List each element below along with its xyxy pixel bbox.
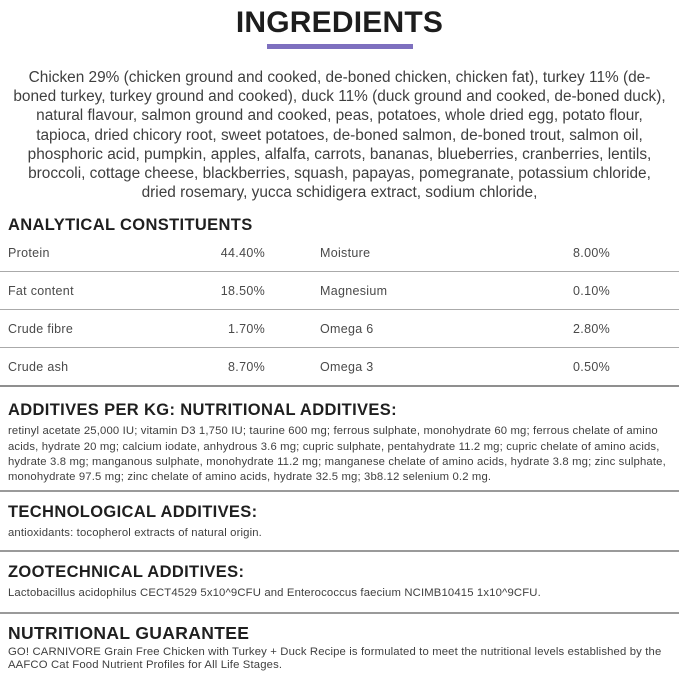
analytical-constituents-heading: ANALYTICAL CONSTITUENTS (8, 216, 253, 235)
table-row (0, 272, 679, 310)
title-accent-bar (267, 44, 413, 49)
section-divider (0, 490, 679, 492)
analytical-constituents-table (0, 234, 679, 387)
ingredients-paragraph: Chicken 29% (chicken ground and cooked, de-boned chicken, chicken fat), turkey 11% (de-boned turkey, turkey ground and cooked), duck 11% (duck ground and cooked, de-boned duck), natural flavour, salmon ground and cooked, peas, potatoes, whole dried egg, potato flour, tapioca, dried chicory root, sweet potatoes, de-boned salmon, de-boned trout, salmon oil, phosphoric acid, pumpkin, apples, alfalfa, carrots, bananas, blueberries, cranberries, lentils, broccoli, cottage cheese, blackberries, squash, papayas, pomegranate, potassium chloride, dried rosemary, yucca schidigera extract, sodium chloride, (13, 69, 666, 202)
table-cell-pair (320, 284, 610, 298)
constituent-label: Omega 3 (320, 359, 374, 374)
zootechnical-additives-body: Lactobacillus acidophilus CECT4529 5x10^9CFU and Enterococcus faecium NCIMB10415 1x10^9CFU. (8, 587, 541, 600)
constituent-label: Fat content (8, 283, 74, 298)
constituent-value: 8.00% (573, 245, 610, 260)
zootechnical-additives-heading: ZOOTECHNICAL ADDITIVES: (8, 563, 245, 582)
section-divider (0, 550, 679, 552)
nutritional-guarantee-heading: NUTRITIONAL GUARANTEE (8, 622, 250, 643)
table-cell-pair (8, 284, 265, 298)
constituent-value: 0.50% (573, 359, 610, 374)
table-row (0, 348, 679, 387)
technological-additives-body: antioxidants: tocopherol extracts of natural origin. (8, 527, 262, 540)
constituent-value: 18.50% (220, 283, 265, 298)
constituent-value: 1.70% (228, 321, 265, 336)
constituent-label: Crude fibre (8, 321, 74, 336)
constituent-label: Protein (8, 245, 50, 260)
nutritional-additives-heading: ADDITIVES PER KG: NUTRITIONAL ADDITIVES: (8, 401, 397, 420)
nutritional-additives-body: retinyl acetate 25,000 IU; vitamin D3 1,750 IU; taurine 600 mg; ferrous sulphate, monohydrate 60 mg; ferrous chelate of amino acids, hydrate 20 mg; calcium iodate, anhydrous 3.6 mg; cupric sulphate, pentahydrate 11.2 mg; cupric chelate of amino acids, hydrate 3.8 mg; manganous sulphate, monohydrate 11.2 mg; manganese chelate of amino acids, hydrate 3.8 mg; zinc sulphate, monohydrate 97.5 mg; zinc chelate of amino acids, hydrate 32.5 mg; 3b8.12 selenium 0.2 mg. (8, 425, 666, 484)
technological-additives-heading: TECHNOLOGICAL ADDITIVES: (8, 503, 258, 522)
constituent-label: Magnesium (320, 283, 388, 298)
table-cell-pair (320, 246, 610, 260)
constituent-value: 44.40% (220, 245, 265, 260)
constituent-label: Omega 6 (320, 321, 374, 336)
table-cell-pair (8, 322, 265, 336)
table-cell-pair (320, 360, 610, 374)
nutritional-guarantee-body: GO! CARNIVORE Grain Free Chicken with Turkey + Duck Recipe is formulated to meet the nutritional levels established by the AAFCO Cat Food Nutrient Profiles for All Life Stages. (8, 645, 662, 672)
table-row (0, 234, 679, 272)
section-divider (0, 612, 679, 614)
table-row (0, 310, 679, 348)
table-cell-pair (320, 322, 610, 336)
constituent-value: 2.80% (573, 321, 610, 336)
constituent-label: Moisture (320, 245, 371, 260)
constituent-label: Crude ash (8, 359, 69, 374)
table-cell-pair (8, 246, 265, 260)
constituent-value: 8.70% (228, 359, 265, 374)
constituent-value: 0.10% (573, 283, 610, 298)
page-title: INGREDIENTS (235, 6, 444, 39)
table-cell-pair (8, 360, 265, 374)
